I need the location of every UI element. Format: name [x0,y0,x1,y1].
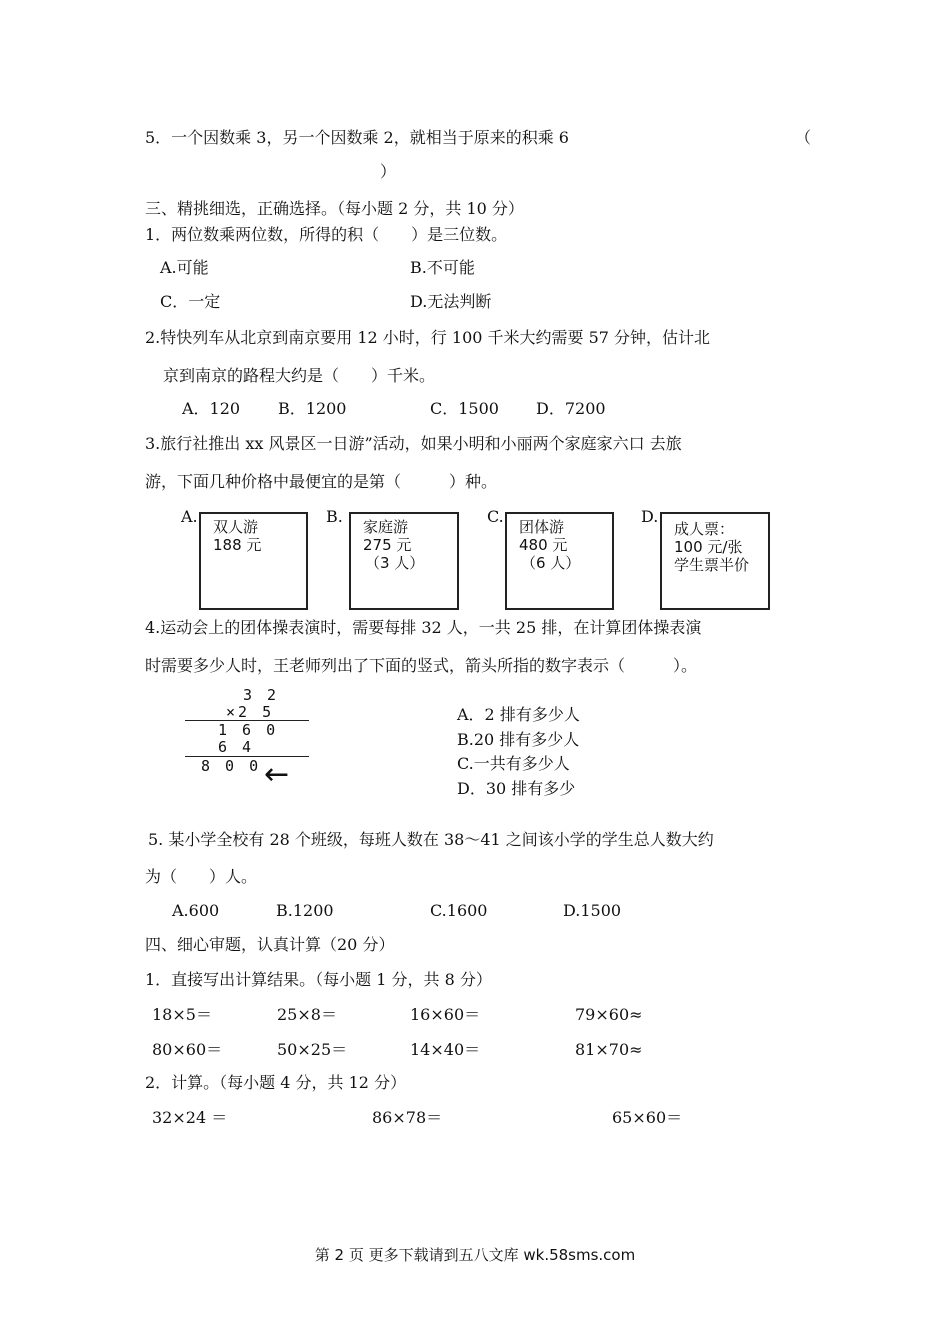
s3-q2-option-a: A．120 [182,399,241,418]
s3-q3-option-c-label: C. [487,507,504,526]
s3-q5-option-c: C.1600 [430,901,488,920]
option-b-line1: 家庭游 [363,518,409,536]
s3-q5-line1: 5. 某小学全校有 28 个班级，每班人数在 38～41 之间该小学的学生总人数大约 [148,830,714,849]
s4-p2-item-1: 32×24 ＝ [152,1108,228,1127]
s3-q3-option-a-box [199,512,308,610]
s4-p2-title: 2．计算。（每小题 4 分，共 12 分） [145,1073,407,1092]
section3-title: 三、精挑细选，正确选择。（每小题 2 分，共 10 分） [145,199,524,218]
judge-q5-text: 5．一个因数乘 3，另一个因数乘 2，就相当于原来的积乘 6 [145,128,569,147]
s3-q5-option-a: A.600 [172,901,220,920]
s3-q3-option-c-box [505,512,614,610]
s4-p1-item-2: 25×8＝ [277,1005,337,1024]
s3-q5-option-b: B.1200 [276,901,334,920]
s3-q4-option-c: C.一共有多少人 [457,754,570,773]
calc-row-result: 8 0 0 [201,757,262,775]
s3-q3-option-b-label: B. [326,507,343,526]
s3-q2-option-c: C．1500 [430,399,499,418]
calc-row-partial1: 1 6 0 [218,721,279,739]
s3-q4-option-b: B.20 排有多少人 [457,730,580,749]
calc-row-partial2: 6 4 [218,738,255,756]
option-b-line2: 275 元 [363,536,412,554]
arrow-left-icon: ← [264,757,290,792]
s3-q2-option-d: D．7200 [536,399,606,418]
s3-q2-line1: 2.特快列车从北京到南京要用 12 小时，行 100 千米大约需要 57 分钟，估计北 [145,328,711,347]
judge-q5-paren-open: （ [795,128,812,147]
option-d-line2: 100 元/张 [674,538,743,556]
option-a-line1: 双人游 [213,518,259,536]
s3-q1-option-a: A.可能 [160,258,209,277]
s3-q3-line2: 游，下面几种价格中最便宜的是第（ ）种。 [145,472,498,491]
option-b-line3: （3 人） [365,554,425,572]
s4-p1-item-4: 79×60≈ [575,1005,643,1024]
s3-q3-line1: 3.旅行社推出 xx 风景区一日游”活动，如果小明和小丽两个家庭家六口 去旅 [145,434,682,453]
calc-row-multiplicand: 3 2 [243,686,280,704]
page-footer: 第 2 页 更多下载请到五八文库 wk.58sms.com [314,1246,636,1264]
s3-q3-option-b-box [349,512,459,610]
s3-q3-option-d-box [660,512,770,610]
s4-p1-item-3: 16×60＝ [410,1005,481,1024]
s4-p1-item-5: 80×60＝ [152,1040,223,1059]
s4-p2-item-3: 65×60＝ [612,1108,683,1127]
s3-q2-line2: 京到南京的路程大约是（ ）千米。 [163,366,436,385]
s3-q1-option-d: D.无法判断 [410,292,492,311]
judge-q5-paren-close: ） [380,162,397,181]
s4-p1-item-6: 50×25＝ [277,1040,348,1059]
s3-q4-line1: 4.运动会上的团体操表演时，需要每排 32 人，一共 25 排，在计算团体操表演 [145,618,702,637]
s3-q1-text: 1．两位数乘两位数，所得的积（ ）是三位数。 [145,225,508,244]
s4-p2-item-2: 86×78＝ [372,1108,443,1127]
s3-q4-option-d: D．30 排有多少 [457,779,576,798]
s4-p1-item-8: 81×70≈ [575,1040,643,1059]
s3-q1-option-c: C．一定 [160,292,221,311]
s4-p1-item-7: 14×40＝ [410,1040,481,1059]
s3-q4-line2: 时需要多少人时，王老师列出了下面的竖式，箭头所指的数字表示（ ）。 [145,656,698,675]
s3-q4-option-a: A．2 排有多少人 [457,705,580,724]
s3-q1-option-b: B.不可能 [410,258,475,277]
option-c-line2: 480 元 [519,536,568,554]
option-c-line3: （6 人） [521,554,581,572]
s3-q3-option-d-label: D. [641,507,659,526]
s3-q5-line2: 为（ ）人。 [145,867,258,886]
s4-p1-item-1: 18×5＝ [152,1005,212,1024]
section4-title: 四、细心审题，认真计算（20 分） [145,935,395,954]
option-d-line3: 学生票半价 [674,556,750,574]
s3-q3-option-a-label: A. [181,507,198,526]
calc-row-multiplier: ×2 5 [226,703,275,721]
s3-q2-option-b: B．1200 [278,399,347,418]
s4-p1-title: 1．直接写出计算结果。（每小题 1 分，共 8 分） [145,970,492,989]
s3-q5-option-d: D.1500 [563,901,622,920]
option-d-line1: 成人票： [674,520,735,538]
option-c-line1: 团体游 [519,518,565,536]
option-a-line2: 188 元 [213,536,262,554]
